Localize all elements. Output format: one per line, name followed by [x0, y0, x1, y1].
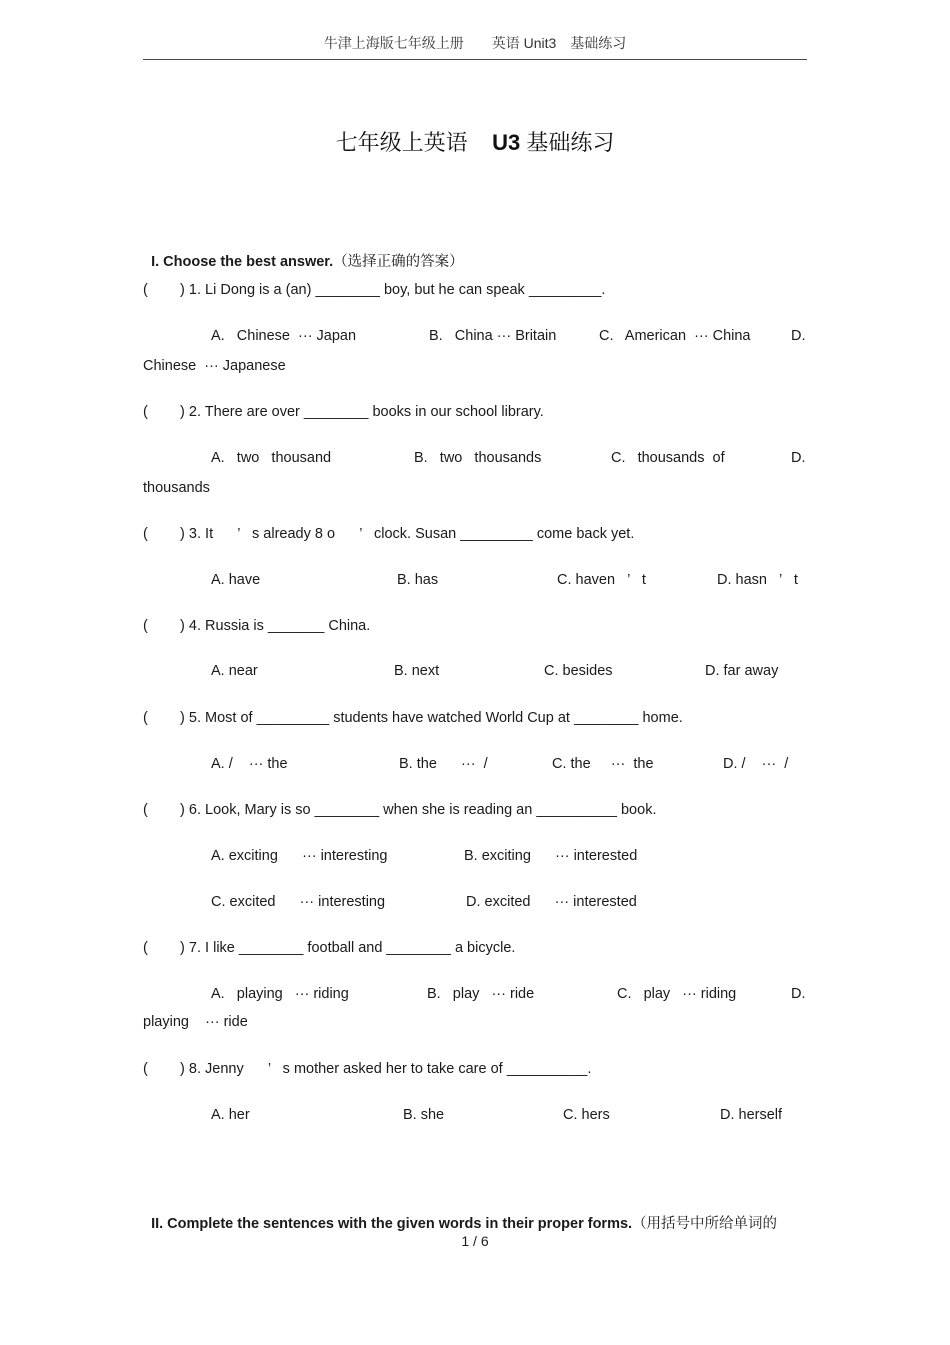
- section-1-heading-text: I. Choose the best answer.: [151, 254, 334, 270]
- page-number: 1 / 6: [461, 1233, 489, 1249]
- question-8-option-d: D. herself: [720, 1107, 783, 1123]
- question-6-option-b: B. exciting ··· interested: [464, 848, 638, 864]
- running-header: 牛津上海版七年级上册 英语 Unit3 基础练习: [323, 35, 627, 51]
- question-3-option-b: B. has: [397, 572, 439, 588]
- question-7-option-d: D.: [791, 986, 806, 1002]
- page-title: [0, 126, 950, 157]
- question-6-stem: ( ) 6. Look, Mary is so ________ when she is reading an __________ book.: [143, 802, 657, 818]
- question-2-option-d: D.: [791, 450, 806, 466]
- question-4-option-d: D. far away: [705, 663, 779, 679]
- question-6-option-c: C. excited ··· interesting: [211, 894, 386, 910]
- question-4-option-a: A. near: [211, 663, 258, 679]
- question-3-option-c: C. haven ’ t: [557, 572, 646, 588]
- question-4-option-c: C. besides: [544, 663, 613, 679]
- question-7-option-b: B. play ··· ride: [427, 986, 535, 1002]
- header-rule: [143, 59, 807, 60]
- question-6-option-d: D. excited ··· interested: [466, 894, 637, 910]
- question-5-option-a: A. / ··· the: [211, 756, 288, 772]
- section-2-heading-text: II. Complete the sentences with the given words in their proper forms.: [151, 1216, 633, 1232]
- question-5-option-c: C. the ··· the: [552, 756, 654, 772]
- question-6-option-a: A. exciting ··· interesting: [211, 848, 388, 864]
- question-8-stem: ( ) 8. Jenny ’ s mother asked her to take care of __________.: [143, 1061, 592, 1077]
- title-cn: 七年级上英语: [335, 130, 468, 155]
- question-2-stem: ( ) 2. There are over ________ books in our school library.: [143, 404, 544, 420]
- question-2-option-b: B. two thousands: [414, 450, 542, 466]
- question-2-option-c: C. thousands of: [611, 450, 725, 466]
- question-4-option-b: B. next: [394, 663, 440, 679]
- section-1-heading: [143, 235, 464, 271]
- question-3-option-a: A. have: [211, 572, 261, 588]
- question-7-option-a: A. playing ··· riding: [211, 986, 349, 1002]
- question-1-option-d: D.: [791, 328, 806, 344]
- question-8-option-a: A. her: [211, 1107, 250, 1123]
- question-2-option-a: A. two thousand: [211, 450, 332, 466]
- section-2-heading: [143, 1197, 777, 1233]
- question-7-option-d-wrap: playing ··· ride: [143, 1014, 248, 1030]
- title-unit: U3: [492, 130, 521, 155]
- question-1-stem: ( ) 1. Li Dong is a (an) ________ boy, but he can speak _________.: [143, 282, 606, 298]
- section-1-hint: （选择正确的答案）: [333, 254, 464, 270]
- question-8-option-b: B. she: [403, 1107, 445, 1123]
- question-8-option-c: C. hers: [563, 1107, 610, 1123]
- question-5-stem: ( ) 5. Most of _________ students have watched World Cup at ________ home.: [143, 710, 683, 726]
- question-1-option-a: A. Chinese ··· Japan: [211, 328, 357, 344]
- question-5-option-b: B. the ··· /: [399, 756, 488, 772]
- section-2-hint: （用括号中所给单词的: [632, 1216, 778, 1232]
- question-7-option-c: C. play ··· riding: [617, 986, 737, 1002]
- question-7-stem: ( ) 7. I like ________ football and ________ a bicycle.: [143, 940, 516, 956]
- question-5-option-d: D. / ··· /: [723, 756, 789, 772]
- title-tail: 基础练习: [526, 130, 615, 155]
- question-3-option-d: D. hasn ’ t: [717, 572, 798, 588]
- question-1-option-d-wrap: Chinese ··· Japanese: [143, 358, 286, 374]
- question-2-option-d-wrap: thousands: [143, 480, 210, 496]
- question-3-stem: ( ) 3. It ’ s already 8 o ’ clock. Susan _________ come back yet.: [143, 526, 635, 542]
- question-1-option-c: C. American ··· China: [599, 328, 751, 344]
- question-1-option-b: B. China ··· Britain: [429, 328, 557, 344]
- question-4-stem: ( ) 4. Russia is _______ China.: [143, 618, 371, 634]
